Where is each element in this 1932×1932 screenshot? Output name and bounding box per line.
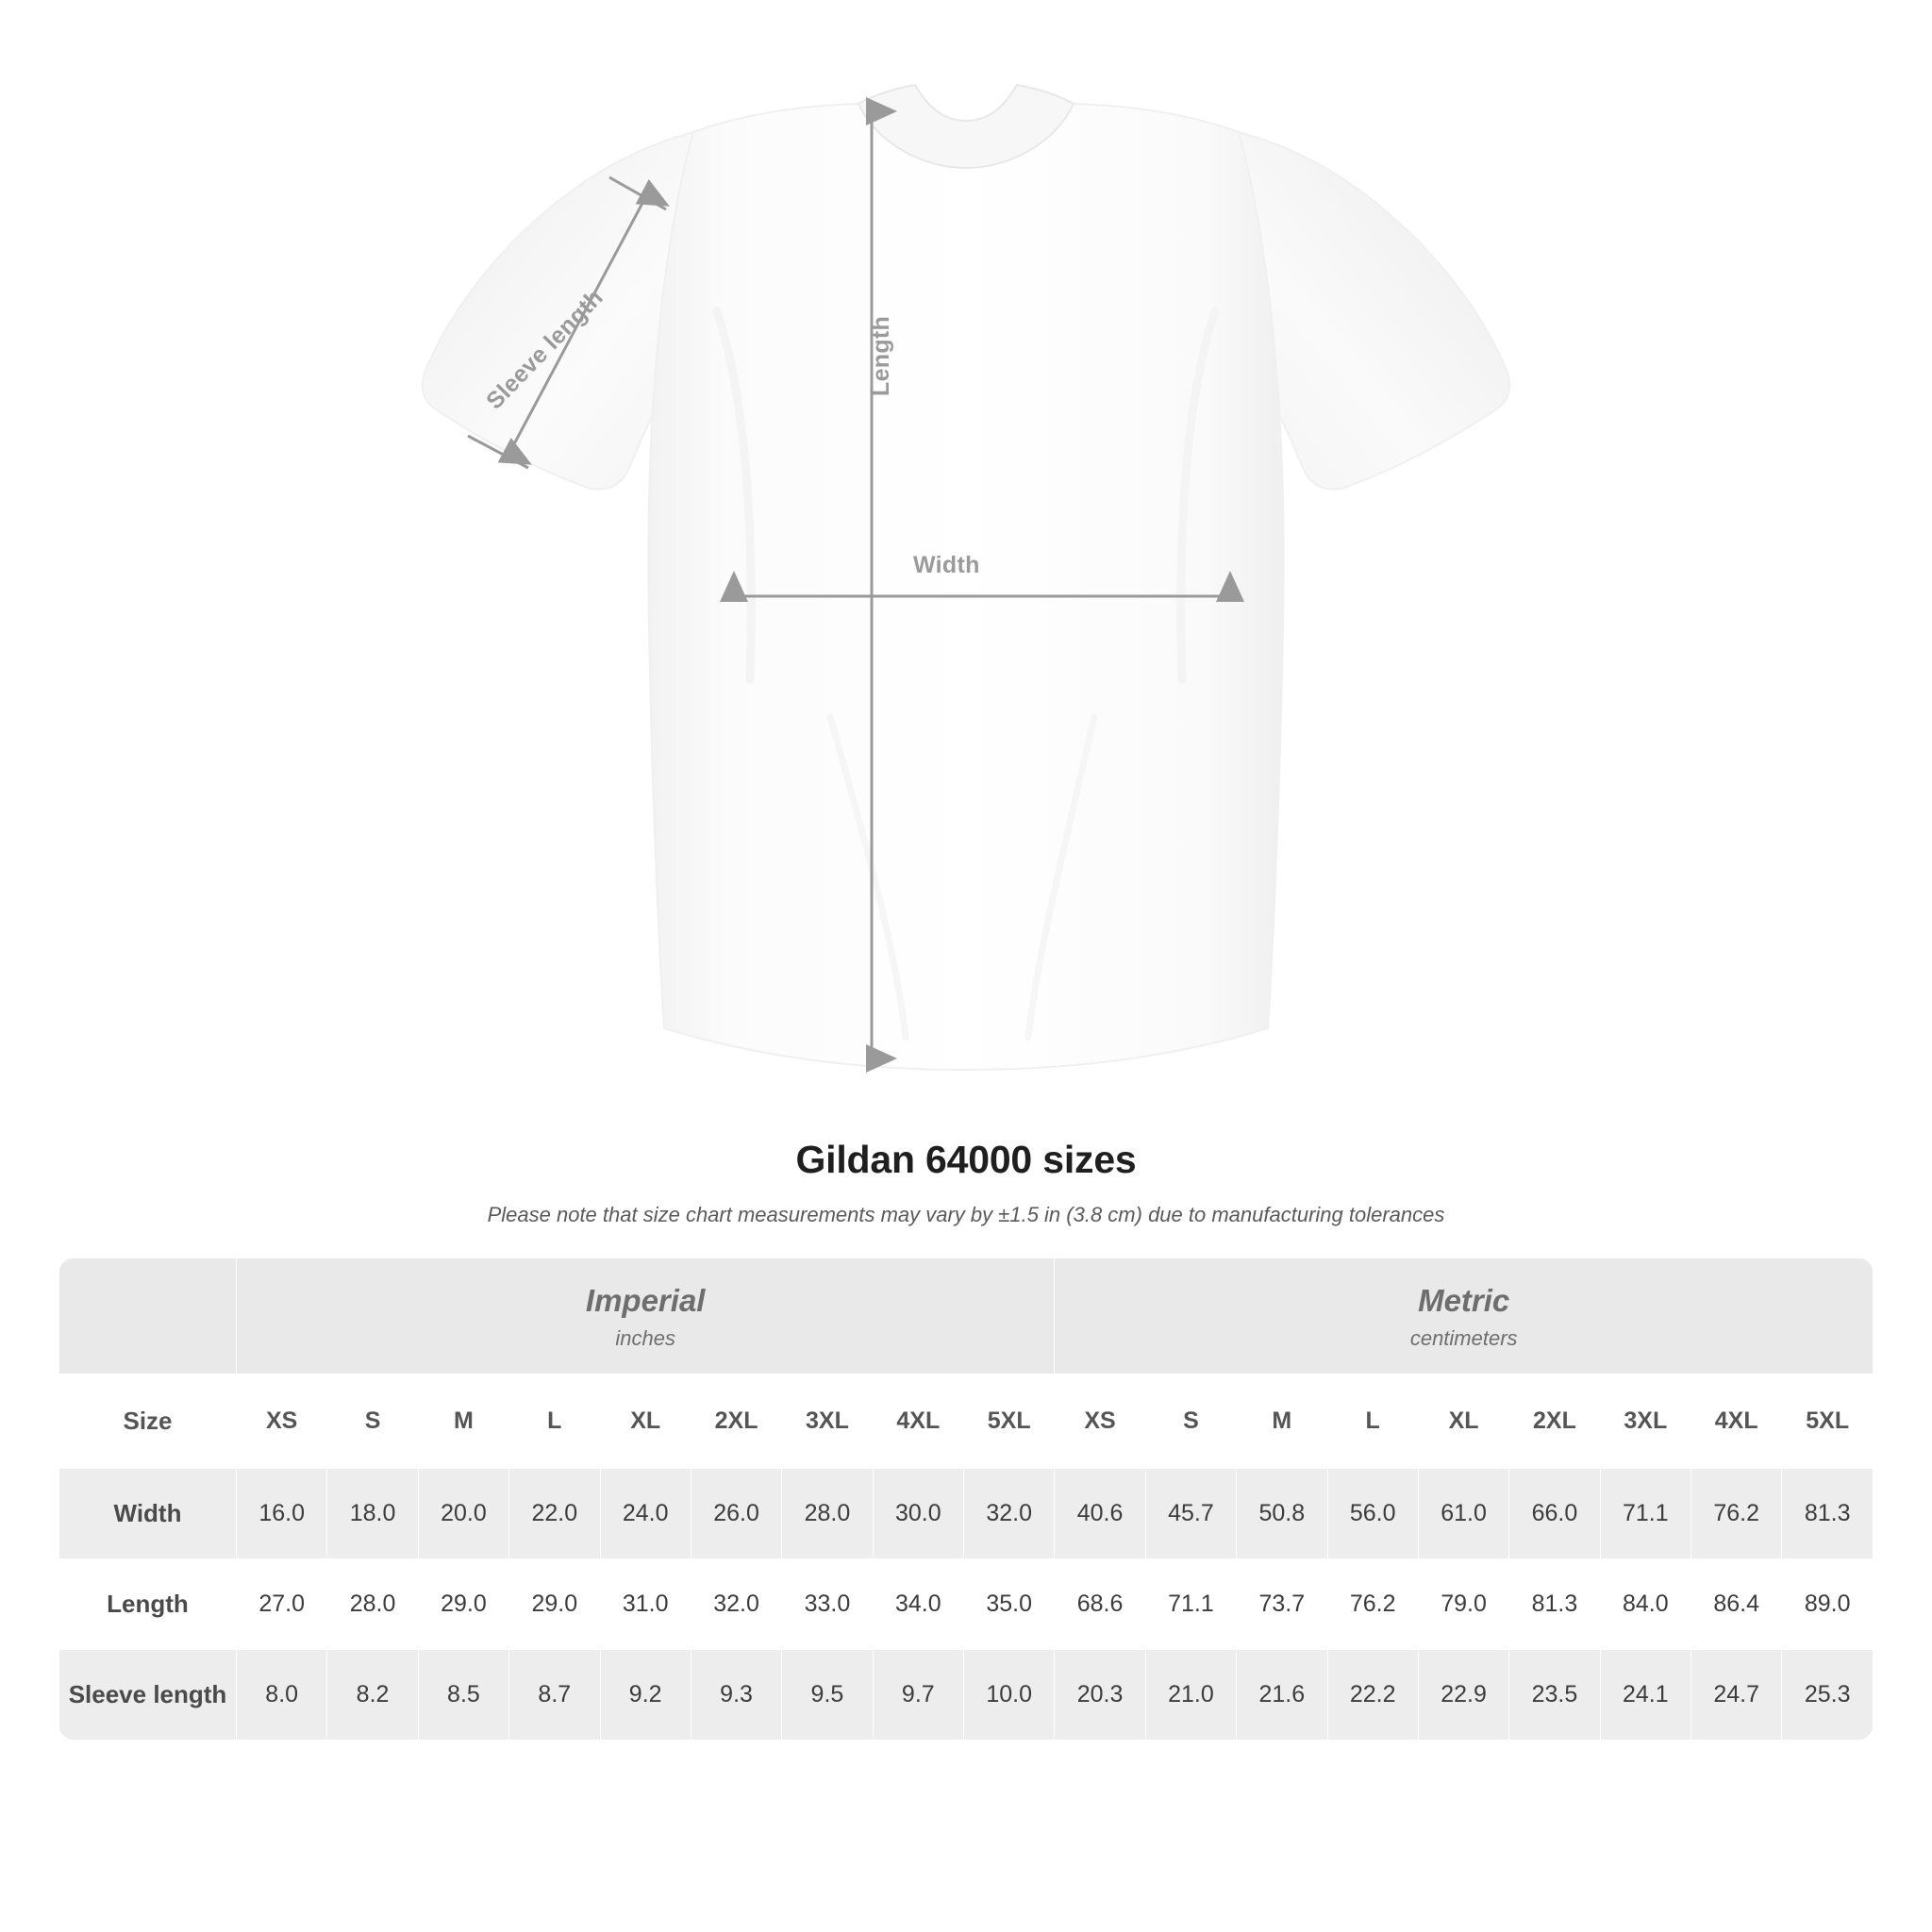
table-cell: 30.0 xyxy=(873,1469,963,1559)
unit-group-imperial xyxy=(237,1258,1055,1374)
column-header-cell: XL xyxy=(600,1374,691,1469)
table-cell: 71.1 xyxy=(1600,1469,1690,1559)
table-cell: 22.9 xyxy=(1418,1650,1508,1740)
table-row xyxy=(59,1650,1874,1740)
table-cell: 8.5 xyxy=(418,1650,508,1740)
unit-header-row xyxy=(59,1258,1874,1374)
column-header-cell: S xyxy=(1145,1374,1236,1469)
table-cell: 8.0 xyxy=(237,1650,327,1740)
table-cell: 32.0 xyxy=(964,1469,1055,1559)
table-cell: 76.2 xyxy=(1327,1559,1418,1650)
table-cell: 21.6 xyxy=(1237,1650,1327,1740)
table-cell: 29.0 xyxy=(418,1559,508,1650)
column-header-cell: 2XL xyxy=(1509,1374,1600,1469)
table-cell: 56.0 xyxy=(1327,1469,1418,1559)
table-cell: 9.5 xyxy=(782,1650,873,1740)
table-cell: 22.0 xyxy=(509,1469,600,1559)
column-header-cell: M xyxy=(418,1374,508,1469)
size-table-wrapper xyxy=(58,1257,1874,1740)
unit-group-imperial-sub: inches xyxy=(615,1326,675,1350)
table-cell: 27.0 xyxy=(237,1559,327,1650)
table-cell: 45.7 xyxy=(1145,1469,1236,1559)
table-cell: 86.4 xyxy=(1691,1559,1782,1650)
length-label: Length xyxy=(868,315,894,396)
unit-group-metric-name: Metric xyxy=(1418,1283,1510,1318)
table-cell: 25.3 xyxy=(1782,1650,1874,1740)
column-header-cell: XS xyxy=(237,1374,327,1469)
column-header-cell: 3XL xyxy=(1600,1374,1690,1469)
table-cell: 9.3 xyxy=(691,1650,781,1740)
row-header-cell: Length xyxy=(59,1559,237,1650)
table-cell: 89.0 xyxy=(1782,1559,1874,1650)
column-header-cell: 3XL xyxy=(782,1374,873,1469)
table-cell: 76.2 xyxy=(1691,1469,1782,1559)
table-cell: 21.0 xyxy=(1145,1650,1236,1740)
table-cell: 22.2 xyxy=(1327,1650,1418,1740)
sleeve-length-label: Sleeve length xyxy=(481,284,608,415)
table-row xyxy=(59,1559,1874,1650)
title-block xyxy=(0,1138,1932,1227)
column-header-cell: 5XL xyxy=(964,1374,1055,1469)
size-table xyxy=(58,1257,1874,1740)
table-cell: 84.0 xyxy=(1600,1559,1690,1650)
table-cell: 20.3 xyxy=(1055,1650,1145,1740)
column-header-row xyxy=(59,1374,1874,1469)
column-header-cell: XS xyxy=(1055,1374,1145,1469)
unit-group-metric-sub: centimeters xyxy=(1409,1326,1518,1350)
table-cell: 61.0 xyxy=(1418,1469,1508,1559)
column-header-cell: M xyxy=(1237,1374,1327,1469)
table-cell: 35.0 xyxy=(964,1559,1055,1650)
table-cell: 26.0 xyxy=(691,1469,781,1559)
table-cell: 24.7 xyxy=(1691,1650,1782,1740)
table-cell: 8.7 xyxy=(509,1650,600,1740)
column-header-cell: 4XL xyxy=(1691,1374,1782,1469)
column-header-cell: 2XL xyxy=(691,1374,781,1469)
table-cell: 33.0 xyxy=(782,1559,873,1650)
column-header-size: Size xyxy=(59,1374,237,1469)
row-header-cell: Sleeve length xyxy=(59,1650,237,1740)
table-corner-cell xyxy=(59,1258,237,1374)
table-cell: 8.2 xyxy=(327,1650,418,1740)
column-header-cell: S xyxy=(327,1374,418,1469)
table-cell: 66.0 xyxy=(1509,1469,1600,1559)
unit-group-imperial-name: Imperial xyxy=(585,1283,706,1318)
table-cell: 32.0 xyxy=(691,1559,781,1650)
table-cell: 24.0 xyxy=(600,1469,691,1559)
table-cell: 29.0 xyxy=(509,1559,600,1650)
size-table-body xyxy=(59,1258,1874,1740)
table-cell: 18.0 xyxy=(327,1469,418,1559)
table-cell: 20.0 xyxy=(418,1469,508,1559)
table-cell: 34.0 xyxy=(873,1559,963,1650)
table-cell: 23.5 xyxy=(1509,1650,1600,1740)
table-cell: 31.0 xyxy=(600,1559,691,1650)
column-header-cell: L xyxy=(1327,1374,1418,1469)
column-header-cell: 5XL xyxy=(1782,1374,1874,1469)
column-header-cell: XL xyxy=(1418,1374,1508,1469)
row-header-cell: Width xyxy=(59,1469,237,1559)
table-cell: 79.0 xyxy=(1418,1559,1508,1650)
table-cell: 9.7 xyxy=(873,1650,963,1740)
table-row xyxy=(59,1469,1874,1559)
table-cell: 9.2 xyxy=(600,1650,691,1740)
width-label: Width xyxy=(913,552,980,578)
table-cell: 16.0 xyxy=(237,1469,327,1559)
unit-group-metric xyxy=(1055,1258,1874,1374)
page-title: Gildan 64000 sizes xyxy=(795,1138,1137,1181)
table-cell: 28.0 xyxy=(327,1559,418,1650)
table-cell: 10.0 xyxy=(964,1650,1055,1740)
table-cell: 50.8 xyxy=(1237,1469,1327,1559)
column-header-cell: L xyxy=(509,1374,600,1469)
table-cell: 28.0 xyxy=(782,1469,873,1559)
table-cell: 73.7 xyxy=(1237,1559,1327,1650)
table-cell: 71.1 xyxy=(1145,1559,1236,1650)
table-cell: 68.6 xyxy=(1055,1559,1145,1650)
table-cell: 40.6 xyxy=(1055,1469,1145,1559)
tolerance-note: Please note that size chart measurements may vary by ±1.5 in (3.8 cm) due to manufacturing tolerances xyxy=(487,1203,1445,1226)
table-cell: 24.1 xyxy=(1600,1650,1690,1740)
table-cell: 81.3 xyxy=(1782,1469,1874,1559)
table-cell: 81.3 xyxy=(1509,1559,1600,1650)
column-header-cell: 4XL xyxy=(873,1374,963,1469)
